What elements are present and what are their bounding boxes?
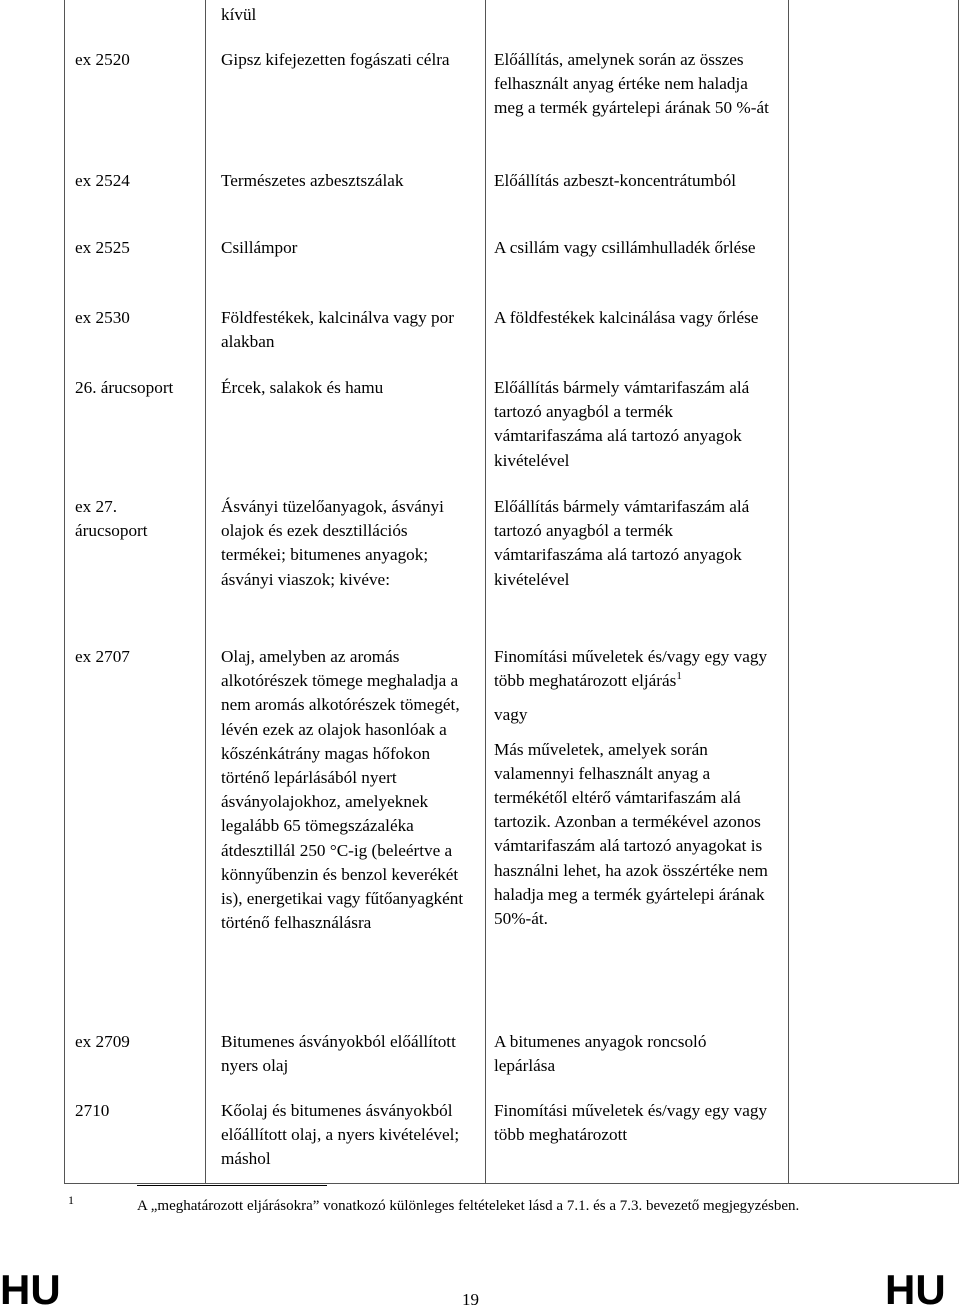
language-label-right: HU [885, 1266, 946, 1313]
description-cell: Ércek, salakok és hamu [221, 378, 384, 397]
working-operation-cell [494, 236, 769, 260]
working-operation-cell [494, 645, 769, 931]
operation-text: Finomítási műveletek és/vagy egy vagy több meghatározott [494, 1101, 768, 1145]
description-cell: Bitumenes ásványokból előállított nyers olaj [221, 1032, 456, 1076]
description-cell: Földfestékek, kalcinálva vagy por alakban [221, 308, 454, 352]
language-label-left: HU [0, 1266, 61, 1313]
description-cell: Ásványi tüzelőanyagok, ásványi olajok és ezek desztillációs termékei; bitumenes anyagok; ásványi viaszok; kivéve: [221, 497, 444, 589]
table-row [65, 488, 958, 637]
operation-text: A földfestékek kalcinálása vagy őrlése [494, 308, 759, 327]
table-row [65, 228, 958, 299]
heading-code-cell: ex 2525 [75, 238, 130, 257]
table-row [65, 299, 958, 370]
description-cell: kívül [221, 5, 257, 24]
operation-text [494, 645, 769, 693]
heading-code-cell: ex 2530 [75, 308, 130, 327]
working-operation-cell [494, 169, 769, 193]
working-operation-cell [494, 48, 769, 121]
table-row [65, 1092, 958, 1183]
heading-code-cell: 2710 [75, 1101, 110, 1120]
description-cell: Természetes azbesztszálak [221, 171, 404, 190]
operation-text: Előállítás, amelynek során az összes felhasznált anyag értéke nem haladja meg a termék gyártelepi árának 50 %-át [494, 50, 769, 118]
table-row [65, 158, 958, 228]
description-cell: Kőolaj és bitumenes ásványokból előállított olaj, a nyers kivételével; máshol [221, 1101, 460, 1169]
heading-code-cell: ex 27. árucsoport [75, 497, 148, 541]
operation-text: Előállítás bármely vámtarifaszám alá tartozó anyagból a termék vámtarifaszáma alá tartozó anyagok kivételével [494, 497, 750, 589]
operation-text: Előállítás azbeszt-koncentrátumból [494, 171, 736, 190]
working-operation-cell [494, 376, 769, 473]
table-row [65, 0, 958, 36]
working-operation-cell [494, 1030, 769, 1078]
working-operation-cell [494, 495, 769, 592]
table-row [65, 36, 958, 158]
working-operation-cell [494, 1099, 769, 1147]
table-row [65, 1022, 958, 1092]
footnote-reference: 1 [676, 670, 682, 683]
heading-code-cell: ex 2709 [75, 1032, 130, 1051]
heading-code-cell: ex 2520 [75, 50, 130, 69]
description-cell: Olaj, amelyben az aromás alkotórészek tömege meghaladja a nem aromás alkotórészek tömegét, lévén ezek az olajok hasonlóak a kőszénkátrány magas hőfokon történő lepárlásából nyert ásványolajokhoz, amelyeknek legalább 65 tömegszázaléka átdesztillál 250 °C-ig (beleértve a könnyűbenzin és benzol keverékét is), energetikai vagy fűtőanyagként történő felhasználásra [221, 647, 464, 933]
operation-text: Más műveletek, amelyek során valamennyi felhasznált anyag a termékétől eltérő vámtarifaszám alá tartozik. Azonban a termékével azonos vámtarifaszám alá tartozó anyagokat is használni lehet, ha azok összértéke nem haladja meg a termék gyártelepi árának 50%-át. [494, 739, 768, 929]
description-cell: Gipsz kifejezetten fogászati célra [221, 50, 450, 69]
heading-code-cell: ex 2524 [75, 171, 130, 190]
table-row [65, 637, 958, 1022]
footnote-separator [137, 1185, 327, 1186]
footnote-text: A „meghatározott eljárásokra” vonatkozó különleges feltételeket lásd a 7.1. és a 7.3. bevezető megjegyzésben. [137, 1198, 800, 1214]
operation-text: A csillám vagy csillámhulladék őrlése [494, 238, 756, 257]
heading-code-cell: 26. árucsoport [75, 378, 174, 397]
page-number: 19 [462, 1290, 479, 1309]
description-cell: Csillámpor [221, 238, 298, 257]
rules-table [64, 0, 959, 1184]
operation-text-main: Finomítási műveletek és/vagy egy vagy több meghatározott eljárás [494, 647, 768, 691]
operation-text: A bitumenes anyagok roncsoló lepárlása [494, 1032, 707, 1076]
table-row [65, 370, 958, 488]
footnote-number: 1 [68, 1193, 74, 1207]
operation-text: Előállítás bármely vámtarifaszám alá tartozó anyagból a termék vámtarifaszáma alá tartozó anyagok kivételével [494, 378, 750, 470]
working-operation-cell [494, 306, 769, 330]
heading-code-cell: ex 2707 [75, 647, 130, 666]
operation-text: vagy [494, 705, 528, 725]
